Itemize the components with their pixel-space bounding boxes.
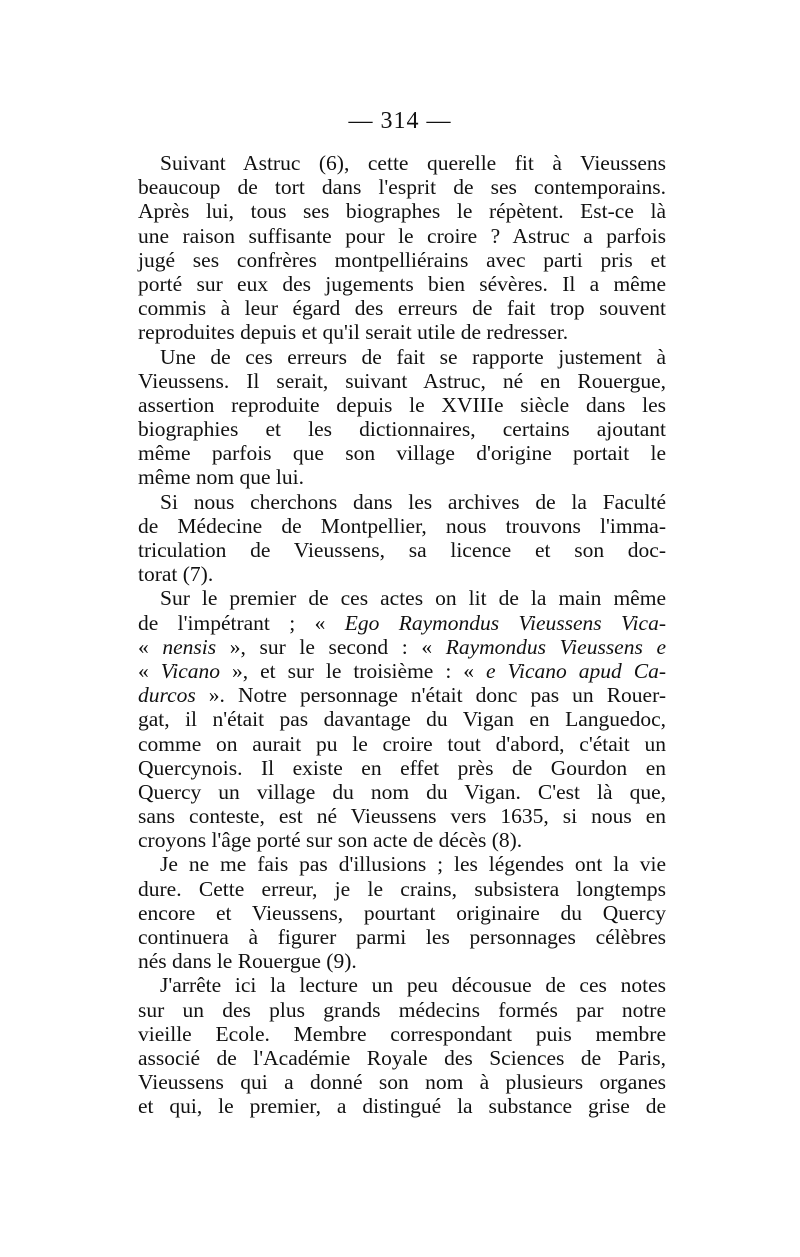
text-line: Vieussens. Il serait, suivant Astruc, né en Rouergue, <box>138 368 666 393</box>
text-line: vieille Ecole. Membre correspondant puis membre <box>138 1021 666 1046</box>
text-line: et qui, le premier, a distingué la substance grise de <box>138 1094 666 1119</box>
text-segment: ». Notre personnage n'était donc pas un Rouer- <box>195 683 666 708</box>
italic-text: Raymondus Vieussens e <box>445 634 666 659</box>
text-line: continuera à figurer parmi les personnages célèbres <box>138 925 666 949</box>
text-line: porté sur eux des jugements bien sévères. Il a même <box>138 271 666 296</box>
text-line: dure. Cette erreur, je le crains, subsistera longtemps <box>138 876 666 901</box>
text-line <box>138 635 666 659</box>
text-line: nés dans le Rouergue (9). <box>138 949 357 974</box>
text-line: Suivant Astruc (6), cette querelle fit à Vieussens <box>160 151 666 175</box>
text-line: encore et Vieussens, pourtant originaire du Quercy <box>138 900 666 925</box>
text-line: Sur le premier de ces actes on lit de la main même <box>160 586 666 611</box>
italic-text: durcos <box>138 683 196 708</box>
italic-text: nensis <box>162 634 217 659</box>
text-line: Vieussens qui a donné son nom à plusieurs organes <box>138 1070 666 1095</box>
text-line: même parfois que son village d'origine portait le <box>138 441 666 466</box>
text-segment: « <box>138 658 161 683</box>
text-line: triculation de Vieussens, sa licence et son doc- <box>138 538 666 562</box>
text-line: Quercynois. Il existe en effet près de Gourdon en <box>138 755 666 780</box>
text-segment: de l'impétrant ; « <box>138 610 345 635</box>
text-line: jugé ses confrères montpelliérains avec parti pris et <box>138 247 666 272</box>
text-line <box>138 683 666 707</box>
text-segment: », et sur le troisième : « <box>220 658 486 683</box>
text-line: beaucoup de tort dans l'esprit de ses contemporains. <box>138 175 666 200</box>
text-segment: « <box>138 634 163 659</box>
text-line: commis à leur égard des erreurs de fait trop souvent <box>138 296 666 321</box>
text-line: J'arrête ici la lecture un peu décousue de ces notes <box>160 973 666 998</box>
text-line: Après lui, tous ses biographes le répètent. Est-ce là <box>138 199 666 224</box>
text-line: Quercy un village du nom du Vigan. C'est là que, <box>138 779 666 804</box>
italic-text: e Vicano apud Ca- <box>485 658 666 683</box>
text-line: Une de ces erreurs de fait se rapporte justement à <box>160 344 666 369</box>
text-line: de Médecine de Montpellier, nous trouvons l'imma- <box>138 513 666 538</box>
body-text <box>138 151 666 1119</box>
text-line: biographies et les dictionnaires, certains ajoutant <box>138 417 666 442</box>
text-line: gat, il n'était pas davantage du Vigan en Languedoc, <box>138 707 666 732</box>
text-segment: », sur le second : « <box>216 634 446 659</box>
text-line <box>138 659 666 683</box>
text-line: reproduites depuis et qu'il serait utile de redresser. <box>138 320 569 345</box>
italic-text: Ego Raymondus Vieussens Vica- <box>344 610 666 635</box>
text-line <box>138 611 666 635</box>
italic-text: Vicano <box>160 658 221 683</box>
text-line: sur un des plus grands médecins formés par notre <box>138 997 666 1022</box>
text-line: torat (7). <box>138 562 214 587</box>
text-line: comme on aurait pu le croire tout d'abord, c'était un <box>138 731 666 756</box>
text-line: assertion reproduite depuis le XVIIIe siècle dans les <box>138 392 666 417</box>
text-line: Je ne me fais pas d'illusions ; les légendes ont la vie <box>160 852 666 877</box>
page-number: — 314 — <box>348 108 452 134</box>
text-line: Si nous cherchons dans les archives de la Faculté <box>160 489 666 514</box>
text-line: une raison suffisante pour le croire ? Astruc a parfois <box>138 223 666 248</box>
text-line: associé de l'Académie Royale des Sciences de Paris, <box>138 1045 666 1070</box>
text-line: croyons l'âge porté sur son acte de décès (8). <box>138 828 523 853</box>
text-line: même nom que lui. <box>138 465 304 490</box>
text-line: sans conteste, est né Vieussens vers 1635, si nous en <box>138 804 666 829</box>
